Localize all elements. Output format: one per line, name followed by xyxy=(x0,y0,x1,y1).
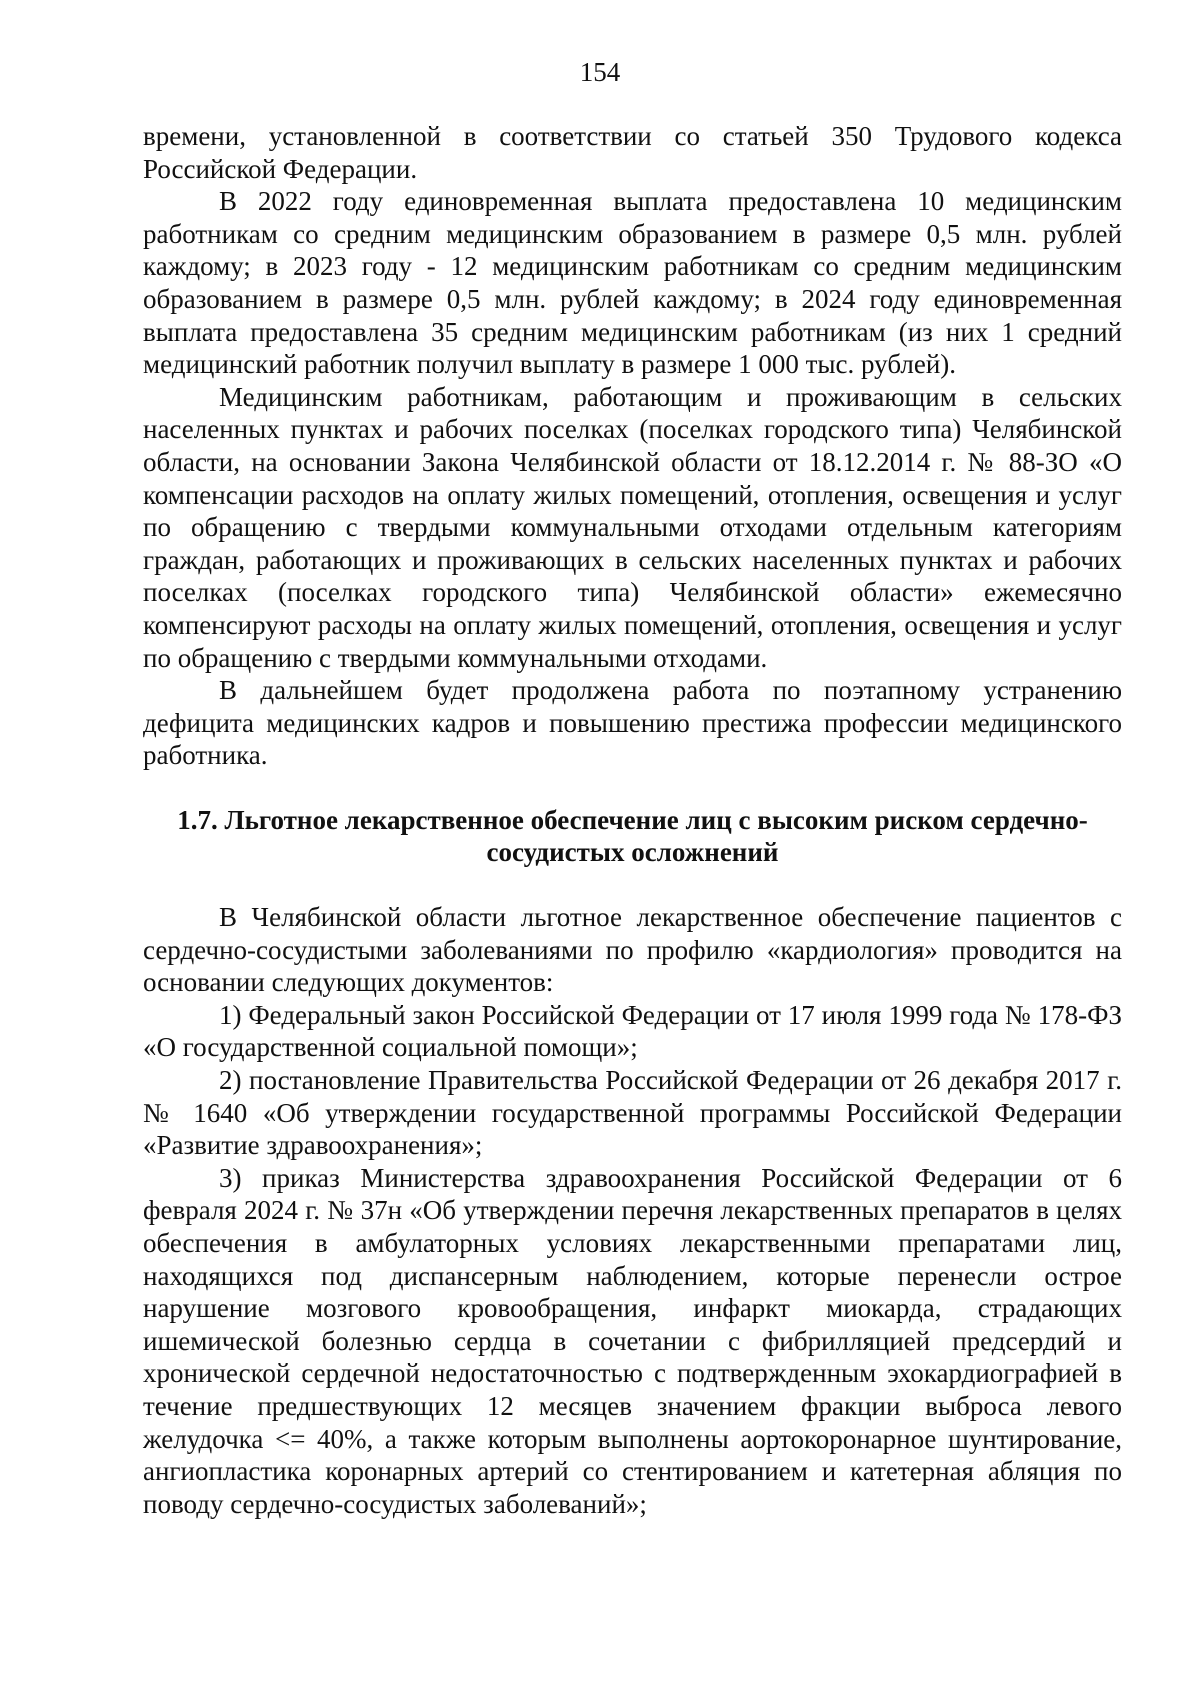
paragraph-payments: В 2022 году единовременная выплата предоставлена 10 медицинским работникам со средним медицинским образованием в размере 0,5 млн. рублей каждому; в 2023 году - 12 медицинским работникам со средним медицинским образованием в размере 0,5 млн. рублей каждому; в 2024 году единовременная выплата предоставлена 35 средним медицинским работникам (из них 1 средний медицинский работник получил выплату в размере 1 000 тыс. рублей). xyxy=(143,186,1122,380)
page-number: 154 xyxy=(579,57,621,87)
paragraph-continuation: времени, установленной в соответствии со статьей 350 Трудового кодекса Российской Федерации. xyxy=(143,121,1122,184)
document-body xyxy=(143,120,1122,1520)
list-item-federal-law: 1) Федеральный закон Российской Федерации от 17 июля 1999 года № 178-ФЗ «О государственной социальной помощи»; xyxy=(143,999,1122,1063)
list-item-ministry-order: 3) приказ Министерства здравоохранения Российской Федерации от 6 февраля 2024 г. № 37н «Об утверждении перечня лекарственных препаратов в целях обеспечения в амбулаторных условиях лекарственными препаратами лиц, находящихся под диспансерным наблюдением, которые перенесли острое нарушение мозгового кровообращения, инфаркт миокарда, страдающих ишемической болезнью сердца в сочетании с фибрилляцией предсердий и хронической сердечной недостаточностью с подтвержденным эхокардиографией в течение предшествующих 12 месяцев значением фракции выброса левого желудочка <= 40%, а также которым выполнены аортокоронарное шунтирование, ангиопластика коронарных артерий со стентированием и катетерная абляция по поводу сердечно-сосудистых заболеваний»; xyxy=(143,1162,1122,1519)
paragraph-staff-deficit: В дальнейшем будет продолжена работа по поэтапному устранению дефицита медицинских кадров и повышению престижа профессии медицинского работника. xyxy=(143,675,1122,771)
paragraph-rural-compensation: Медицинским работникам, работающим и проживающим в сельских населенных пунктах и рабочих поселках (поселках городского типа) Челябинской области, на основании Закона Челябинской области от 18.12.2014 г. № 88-ЗО «О компенсации расходов на оплату жилых помещений, отопления, освещения и услуг по обращению с твердыми коммунальными отходами отдельным категориям граждан, работающих и проживающих в сельских населенных пунктах и рабочих поселках (поселках городского типа) Челябинской области» ежемесячно компенсируют расходы на оплату жилых помещений, отопления, освещения и услуг по обращению с твердыми коммунальными отходами. xyxy=(143,381,1122,673)
list-item-government-resolution: 2) постановление Правительства Российской Федерации от 26 декабря 2017 г. № 1640 «Об утверждении государственной программы Российской Федерации «Развитие здравоохранения»; xyxy=(143,1065,1122,1161)
section-heading: 1.7. Льготное лекарственное обеспечение лиц с высоким риском сердечно-сосудистых осложнений xyxy=(177,804,1088,868)
paragraph-intro: В Челябинской области льготное лекарственное обеспечение пациентов с сердечно-сосудистыми заболеваниями по профилю «кардиология» проводится на основании следующих документов: xyxy=(143,902,1122,998)
